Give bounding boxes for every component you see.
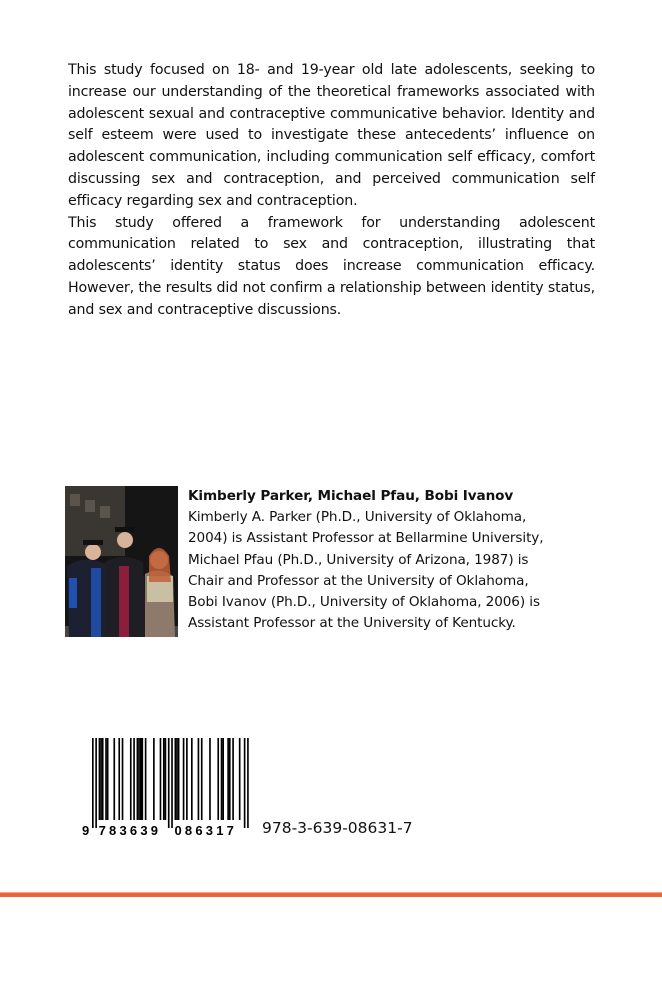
barcode-bar [168,738,170,828]
barcode-bar [229,738,231,820]
isbn-text: 978-3-639-08631-7 [262,819,413,837]
barcode-bar [102,738,104,820]
author-info [188,486,548,634]
barcode-bar [232,738,234,820]
barcode-bar [175,738,177,820]
barcode-bar [244,738,246,828]
barcode-bar [160,738,162,820]
barcode-digit-first: 9 [82,823,93,838]
author-photo [65,486,178,637]
barcode-bar [186,738,188,820]
barcode-bar [239,738,241,820]
barcode-digits-right: 086317 [174,823,238,838]
barcode-bar [227,738,229,820]
barcode-bar [221,738,223,820]
accent-rule [0,892,662,897]
barcode-bar [133,738,135,820]
barcode-bar [153,738,155,820]
isbn-barcode [82,738,252,838]
barcode-bar [113,738,115,820]
author-bio: Kimberly A. Parker (Ph.D., University of Oklahoma, 2004) is Assistant Professor at Bellarmine University, Michael Pfau (Ph.D., University of Arizona, 1987) is Chair and Professor at the University of Oklahoma, Bobi Ivanov (Ph.D., University of Oklahoma, 2006) is Assistant Professor at the University of Kentucky. [188,509,544,632]
barcode-bar [130,738,132,820]
barcode-bar [222,738,224,820]
barcode-bar [145,738,147,820]
barcode-digits-left: 783639 [98,823,162,838]
barcode-bar [209,738,211,820]
barcode-bar [99,738,101,820]
barcode-bar [107,738,109,820]
barcode-bar [247,738,249,828]
barcode-bar [122,738,124,820]
barcode-bar [178,738,180,820]
barcode-bar [142,738,144,820]
barcode-bar [198,738,200,820]
barcode-bar [217,738,219,820]
barcode-bar [95,738,97,828]
barcode-bar [163,738,165,820]
barcode-bar [138,738,140,820]
barcode-bar [191,738,193,820]
author-names: Kimberly Parker, Michael Pfau, Bobi Ivanov [188,488,514,504]
barcode-bar [100,738,102,820]
blurb-paragraph-2: This study offered a framework for understanding adolescent communication related to sex and contraception, illustrating that adolescents’ identity status does increase communication efficacy. However, the results did not confirm a relationship between identity status, and sex and contraceptive discussions. [68,214,595,318]
barcode-bar [118,738,120,820]
barcode-bar [92,738,94,828]
barcode-bar [140,738,142,820]
barcode-bar [105,738,107,820]
barcode-bar [171,738,173,828]
barcode-bar [165,738,167,820]
back-cover-blurb [68,60,595,322]
blurb-paragraph-1: This study focused on 18- and 19-year old late adolescents, seeking to increase our understanding of the theoretical frameworks associated with adolescent sexual and contraceptive communicative behavior. Identity and self esteem were used to investigate these antecedents’ influence on adolescent communication, including communication self efficacy, comfort discussing sex and contraception, and perceived communication self efficacy regarding sex and contraception. [68,62,595,209]
barcode-bar [137,738,139,820]
barcode-bar [201,738,203,820]
barcode-bar [176,738,178,820]
barcode-bar [183,738,185,820]
